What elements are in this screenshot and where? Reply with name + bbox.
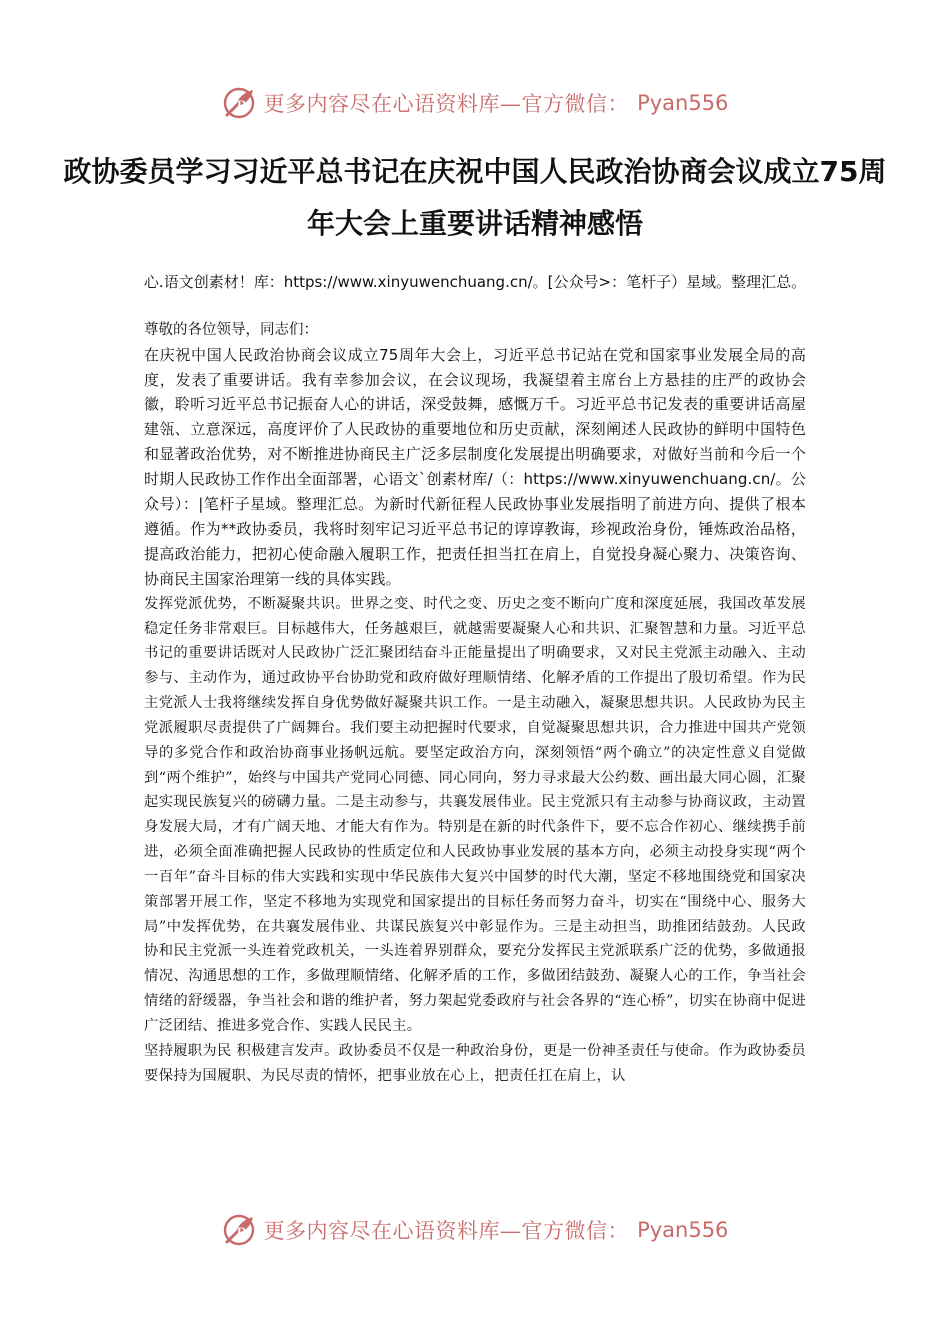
greeting: 尊敬的各位领导，同志们： bbox=[144, 322, 318, 338]
banner-text: 更多内容尽在心语资料库—官方微信： bbox=[263, 1219, 630, 1243]
banner-text: 更多内容尽在心语资料库—官方微信： bbox=[263, 92, 630, 116]
source-line: 心.语文创素材！库：https://www.xinyuwenchuang.cn/。[公众号>：笔杆子）星域。整理汇总。 bbox=[143, 273, 807, 291]
banner-wechat-id: Pyan556 bbox=[637, 91, 729, 115]
header-banner bbox=[0, 83, 950, 123]
document-title: 政协委员学习习近平总书记在庆祝中国人民政治协商会议成立75周年大会上重要讲话精神感悟 bbox=[63, 155, 887, 240]
leaf-pen-logo-icon bbox=[222, 1213, 256, 1247]
logo-letter: D bbox=[236, 97, 246, 112]
paragraph-section-one: 发挥党派优势，不断凝聚共识。世界之变、时代之变、历史之变不断向广度和深度延展，我国改革发展稳定任务非常艰巨。目标越伟大，任务越艰巨，就越需要凝聚人心和共识、汇聚智慧和力量。习近平总书记的重要讲话既对人民政协广泛汇聚团结奋斗正能量提出了明确要求，又对民主党派主动融入、主动参与、主动作为，通过政协平台协助党和政府做好理顺情绪、化解矛盾的工作提出了殷切希望。作为民主党派人士我将继续发挥自身优势做好凝聚共识工作。一是主动融入，凝聚思想共识。人民政协为民主党派履职尽责提供了广阔舞台。我们要主动把握时代要求，自觉凝聚思想共识，合力推进中国共产党领导的多党合作和政治协商事业扬帆远航。要坚定政治方向，深刻领悟“两个确立”的决定性意义自觉做到“两个维护”，始终与中国共产党同心同德、同心同向，努力寻求最大公约数、画出最大同心圆，汇聚起实现民族复兴的磅礴力量。二是主动参与，共襄发展伟业。民主党派只有主动参与协商议政，主动置身发展大局，才有广阔天地、才能大有作为。特别是在新的时代条件下，要不忘合作初心、继续携手前进，必须全面准确把握人民政协的性质定位和人民政协事业发展的基本方向，必须主动投身实现“两个一百年”奋斗目标的伟大实践和实现中华民族伟大复兴中国梦的时代大潮，坚定不移地围绕党和国家决策部署开展工作，坚定不移地为实现党和国家提出的目标任务而努力奋斗，切实在“围绕中心、服务大局”中发挥优势，在共襄发展伟业、共谋民族复兴中彰显作为。三是主动担当，助推团结鼓劲。人民政协和民主党派一头连着党政机关，一头连着界别群众，要充分发挥民主党派联系广泛的优势，多做通报情况、沟通思想的工作，多做理顺情绪、化解矛盾的工作，多做团结鼓劲、凝聚人心的工作，争当社会情绪的舒缓器，争当社会和谐的维护者，努力架起党委政府与社会各界的“连心桥”，切实在协商中促进广泛团结、推进多党合作、实践人民民主。 bbox=[144, 595, 806, 1034]
logo-letter: D bbox=[236, 1224, 246, 1239]
document-body bbox=[144, 318, 806, 1089]
paragraph-intro: 在庆祝中国人民政治协商会议成立75周年大会上，习近平总书记站在党和国家事业发展全局的高度，发表了重要讲话。我有幸参加会议，在会议现场，我凝望着主席台上方悬挂的庄严的政协会徽，聆听习近平总书记振奋人心的讲话，深受鼓舞，感慨万千。习近平总书记发表的重要讲话高屋建瓴、立意深远，高度评价了人民政协的重要地位和历史贡献，深刻阐述人民政协的鲜明中国特色和显著政治优势，对不断推进协商民主广泛多层制度化发展提出明确要求，对做好当前和今后一个时期人民政协工作作出全面部署，心语文`创素材库/（：https://www.xinyuwenchuang.cn/。公众号）：|笔杆子星域。整理汇总。为新时代新征程人民政协事业发展指明了前进方向、提供了根本遵循。作为**政协委员，我将时刻牢记习近平总书记的谆谆教诲，珍视政治身份，锤炼政治品格，提高政治能力，把初心使命融入履职工作，把责任担当扛在肩上，自觉投身凝心聚力、决策咨询、协商民主国家治理第一线的具体实践。 bbox=[144, 345, 806, 588]
footer-banner bbox=[0, 1210, 950, 1250]
banner-wechat-id: Pyan556 bbox=[637, 1218, 729, 1242]
leaf-pen-logo-icon bbox=[222, 86, 256, 120]
paragraph-section-two: 坚持履职为民 积极建言发声。政协委员不仅是一种政治身份，更是一份神圣责任与使命。作为政协委员要保持为国履职、为民尽责的情怀，把事业放在心上，把责任扛在肩上，认 bbox=[144, 1042, 806, 1084]
